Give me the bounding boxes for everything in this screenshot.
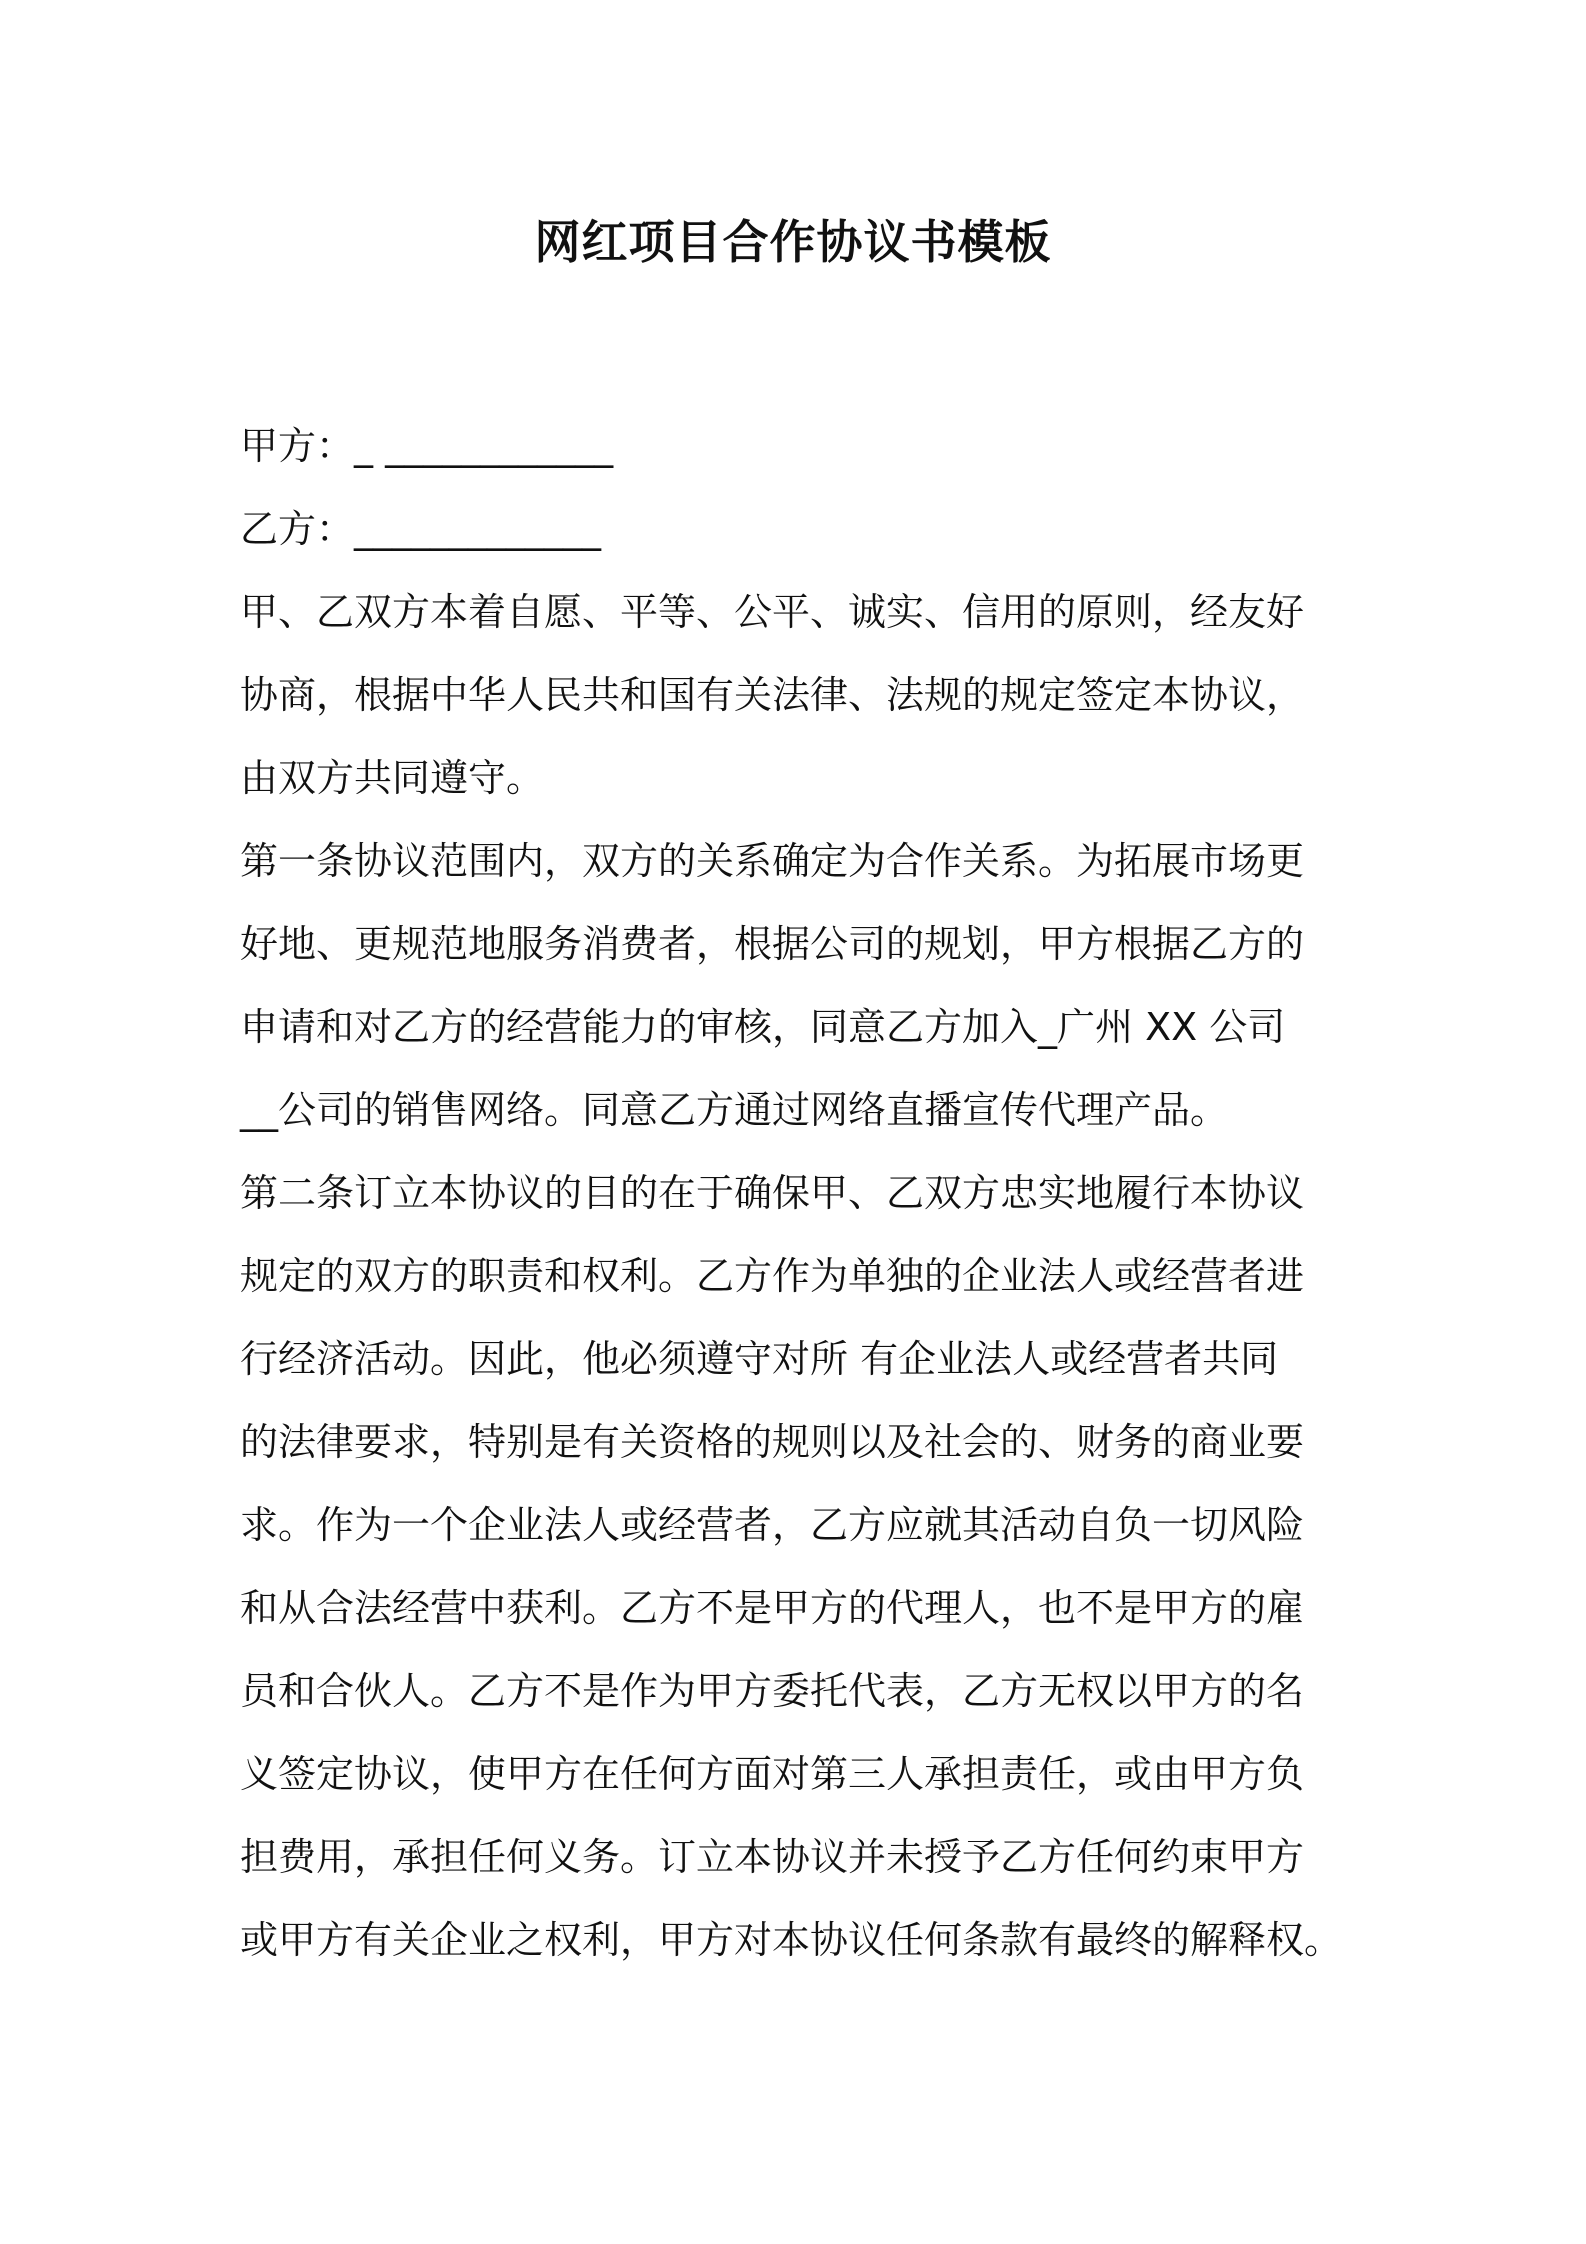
text-line: 义签定协议，使甲方在任何方面对第三人承担责任，或由甲方负: [240, 1752, 1305, 1796]
text-line: 担费用，承担任何义务。订立本协议并未授予乙方任何约束甲方: [240, 1835, 1305, 1879]
text-line: 甲、乙双方本着自愿、平等、公平、诚实、信用的原则，经友好: [240, 590, 1305, 634]
text-line: 规定的双方的职责和权利。乙方作为单独的企业法人或经营者进: [240, 1254, 1305, 1298]
text-line: 第一条协议范围内，双方的关系确定为合作关系。为拓展市场更: [240, 839, 1305, 883]
text-line: 员和合伙人。乙方不是作为甲方委托代表，乙方无权以甲方的名: [240, 1669, 1305, 1713]
document-body: [240, 405, 1360, 1982]
text-line: 好地、更规范地服务消费者，根据公司的规划，甲方根据乙方的: [240, 922, 1305, 966]
party-a-line: [240, 405, 1360, 488]
text-line: 求。作为一个企业法人或经营者，乙方应就其活动自负一切风险: [240, 1503, 1305, 1547]
text-line: __公司的销售网络。同意乙方通过网络直播宣传代理产品。: [240, 1088, 1229, 1132]
document-title: 网红项目合作协议书模板: [534, 215, 1052, 269]
text-line: 和从合法经营中获利。乙方不是甲方的代理人，也不是甲方的雇: [240, 1586, 1305, 1630]
text-line: 行经济活动。因此，他必须遵守对所 有企业法人或经营者共同: [240, 1337, 1279, 1381]
text-line: 申请和对乙方的经营能力的审核，同意乙方加入_广州 XX 公司: [240, 1005, 1286, 1049]
party-b-line: [240, 488, 1360, 571]
text-line: 第二条订立本协议的目的在于确保甲、乙双方忠实地履行本协议: [240, 1171, 1305, 1215]
text-line: 或甲方有关企业之权利，甲方对本协议任何条款有最终的解释权。: [240, 1918, 1343, 1962]
party-b-label: 乙方：: [240, 507, 355, 551]
party-a-blank: _ ____________: [354, 424, 614, 468]
text-line: 由双方共同遵守。: [240, 756, 545, 800]
text-line: 协商，根据中华人民共和国有关法律、法规的规定签定本协议，: [240, 673, 1305, 717]
party-b-blank: _____________: [354, 507, 602, 551]
party-a-label: 甲方：: [240, 424, 355, 468]
text-line: 的法律要求，特别是有关资格的规则以及社会的、财务的商业要: [240, 1420, 1305, 1464]
